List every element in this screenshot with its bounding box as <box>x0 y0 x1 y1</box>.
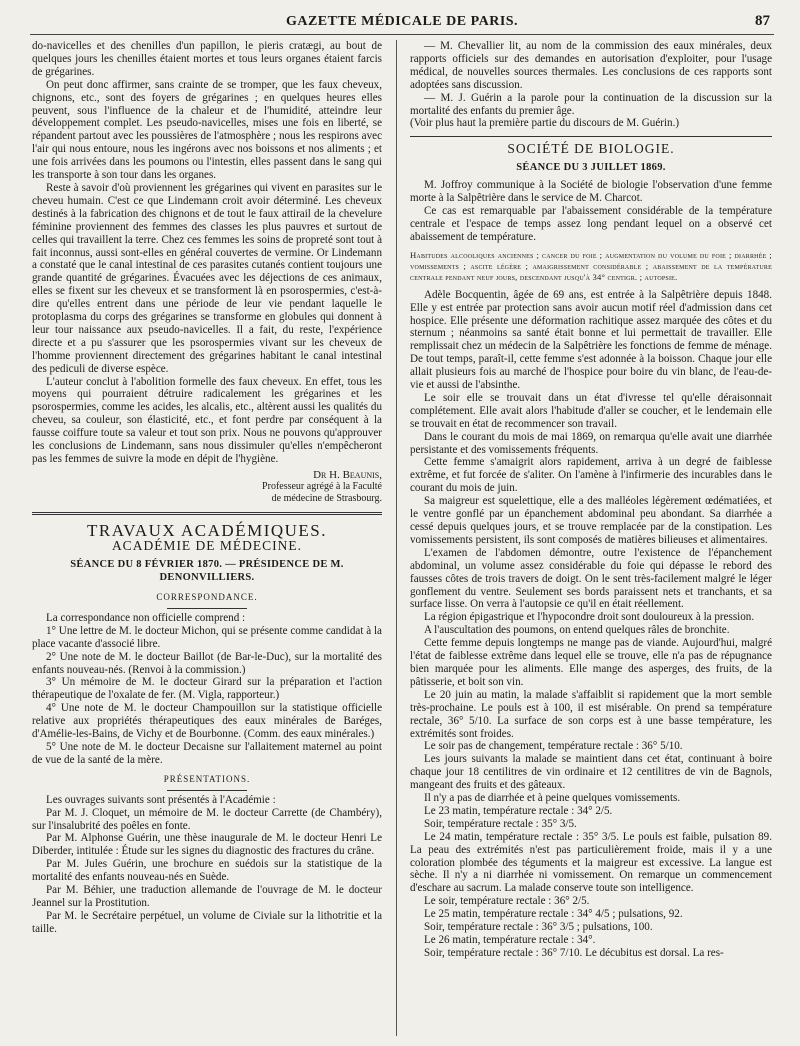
section-divider <box>410 136 772 137</box>
list-item: Par M. Jules Guérin, une brochure en suédois sur la statistique de la mortalité des enfants nouveau-nés en Suède. <box>32 858 382 884</box>
paragraph: Le 24 matin, température rectale : 35° 3/5. Le pouls est faible, pulsation 89. La peau des extrémités n'est pas particulièrement froide, mais il y a une coloration plombée des téguments et la maigreur est excessive. La langue est sèche. Il n'y a ni diarrhée ni vomissement. On remarque un commencement d'eschare au sacrum. La malade conserve toute son intelligence. <box>410 830 772 895</box>
list-item: Par M. J. Cloquet, un mémoire de M. le docteur Carrette (de Chambéry), sur l'insalubrité des poêles en fonte. <box>32 806 382 832</box>
session-heading: SÉANCE DU 8 FÉVRIER 1870. — PRÉSIDENCE DE M. DENONVILLIERS. <box>70 559 344 584</box>
paragraph: A l'auscultation des poumons, on entend quelques râles de bronchite. <box>424 624 730 637</box>
short-rule <box>167 608 247 609</box>
paragraph: Ce cas est remarquable par l'abaissement considérable de la température centrale et l'espace de temps assez long pendant lequel on a observé cet abaissement de température. <box>410 204 772 243</box>
list-item: 4° Une note de M. le docteur Champouillon sur la statistique officielle relative aux propriétés thérapeutiques des eaux minérales de Baréges, d'Amélie-les-Bains, de Vichy et de Bourbonne. (Comm. des eaux minérales.) <box>32 702 382 741</box>
section-title: TRAVAUX ACADÉMIQUES. <box>86 521 327 541</box>
author-title: Professeur agrégé à la Faculté <box>262 481 382 493</box>
paragraph: Dans le courant du mois de mai 1869, on remarqua qu'elle avait une diarrhée persistante et des vomissements fréquents. <box>410 430 772 456</box>
running-title: GAZETTE MÉDICALE DE PARIS. <box>285 14 519 29</box>
paragraph: (Voir plus haut la première partie du discours de M. Guérin.) <box>410 117 680 130</box>
presentations-heading: PRÉSENTATIONS. <box>163 773 251 784</box>
paragraph: Le 25 matin, température rectale : 34° 4/5 ; pulsations, 92. <box>424 908 683 921</box>
paragraph: Sa maigreur est squelettique, elle a des malléoles légèrement œdématiées, et le ventre gonflé par un épanchement abdominal peu abondant. Sa diarrhée a cessé depuis quelques jours, et se trouve remplacée par de la constipation. Les vomissements persistent, ils sont composés de matières bilieuses et alimentaires. <box>410 495 772 546</box>
paragraph: Le 20 juin au matin, la malade s'affaiblit si rapidement que la mort semble très-prochaine. Le pouls est à 100, il est misérable. On prend sa température rectale, 36° 5/10. La surface de son corps est à une basse température, les extrémités sont froides. <box>410 688 772 740</box>
short-rule <box>167 790 247 791</box>
society-session: SÉANCE DU 3 JUILLET 1869. <box>516 162 666 174</box>
section-subtitle: ACADÉMIE DE MÉDECINE. <box>111 538 303 554</box>
paragraph: Soir, température rectale : 36° 3/5 ; pulsations, 100. <box>424 921 653 934</box>
section-divider <box>32 512 382 515</box>
page-number: 87 <box>755 13 770 29</box>
signature <box>32 470 382 505</box>
paragraph: L'auteur conclut à l'abolition formelle des faux cheveux. En effet, tous les moyens qui pourraient détruire radicalement les grégarines et les psorospermies, comme les acides, les alcalis, etc., altèrent aussi les qualités du cheveu, sa couleur, son élasticité, etc., et font perdre par conséquent à la fausse coiffure toute sa valeur et tout son prix. Nous ne pouvons qu'approuver les conclusions de Lindemann, sans nous dissimuler qu'elles n'empêcheront pas les femmes de suivre la mode en dépit de l'hygiène. <box>32 375 382 465</box>
society-title: SOCIÉTÉ DE BIOLOGIE. <box>507 141 675 157</box>
case-summary: Habitudes alcooliques anciennes ; cancer du foie ; augmentation du volume du foie ; diarrhée ; vomissements ; ascite légère ; amaigrissement considérable ; abaissement de la température centrale pendant neuf jours, descendant jusqu'à 34° centigr. ; autopsie. <box>410 249 772 282</box>
right-column <box>410 40 772 960</box>
list-item: Par M. Alphonse Guérin, une thèse inaugurale de M. le docteur Henri Le Diberder, intitulée : Étude sur les signes du diagnostic des fractures du crâne. <box>32 832 382 858</box>
list-item: Par M. Béhier, une traduction allemande de l'ouvrage de M. le docteur Jeannel sur la Prostitution. <box>32 884 382 909</box>
left-column <box>32 40 382 936</box>
paragraph: Cette femme s'amaigrit alors rapidement, arriva à un degré de faiblesse extrême, et fut forcée de s'aliter. On l'amène à l'infirmerie des incurables dans le courant du mois de juin. <box>410 456 772 495</box>
paragraph: Les jours suivants la malade se maintient dans cet état, continuant à boire chaque jour 18 centilitres de vin ordinaire et 12 centilitres de vin de Bagnols, mangeant des fruits et des gâteaux. <box>410 753 772 792</box>
paragraph: M. Joffroy communique à la Société de biologie l'observation d'une femme morte à la Salpêtrière dans le service de M. Charcot. <box>410 179 772 205</box>
paragraph: Les ouvrages suivants sont présentés à l'Académie : <box>46 793 276 806</box>
author-affiliation: de médecine de Strasbourg. <box>271 492 382 504</box>
paragraph: Cette femme depuis longtemps ne mange pas de viande. Aujourd'hui, malgré l'état de faiblesse extrême dans lequel elle se trouve, elle n'a pas de répugnance bien marquée pour les aliments. Elle mange des asperges, des fruits, de la pâtisserie, et boit son vin. <box>410 637 772 688</box>
paragraph: Le 23 matin, température rectale : 34° 2/5. <box>424 804 613 817</box>
paragraph: Il n'y a pas de diarrhée et à peine quelques vomissements. <box>424 792 681 805</box>
page-header <box>30 10 774 35</box>
paragraph: — M. J. Guérin a la parole pour la continuation de la discussion sur la mortalité des enfants du premier âge. <box>410 91 772 117</box>
paragraph: Le soir elle se trouvait dans un état d'ivresse tel qu'elle déraisonnait complétement. Elle avait alors l'habitude d'aller se coucher, et le lendemain elle se trouvait en état de recommencer son travail. <box>410 391 772 430</box>
paragraph: Le soir, température rectale : 36° 2/5. <box>424 895 590 908</box>
paragraph: Le 26 matin, température rectale : 34°. <box>424 934 596 946</box>
paragraph: Soir, température rectale : 35° 3/5. <box>424 817 577 830</box>
list-item: 1° Une lettre de M. le docteur Michon, qui se présente comme candidat à la place vacante d'associé libre. <box>32 624 382 650</box>
author-name: Dr H. Beaunis, <box>313 468 382 481</box>
paragraph: Soir, température rectale : 36° 7/10. Le décubitus est dorsal. La res- <box>424 946 724 959</box>
column-divider <box>396 40 397 1036</box>
paragraph: La correspondance non officielle comprend : <box>46 611 246 624</box>
paragraph: L'examen de l'abdomen démontre, outre l'existence de l'épanchement abdominal, un volume assez considérable du foie qui dépasse le rebord des fausses côtes de trois travers de doigt. On le sent très-facilement malgré le léger gonflement du ventre. Seulement ses bords paraissent nets et tranchants, et sa surface lisse. On verra à l'autopsie ce qu'il en était réellement. <box>410 546 772 611</box>
paragraph: On peut donc affirmer, sans crainte de se tromper, que les faux cheveux, chignons, etc., sont des foyers de grégarines ; en quelques heures elles peuvent, sous l'influence de la chaleur et de l'humidité, atteindre leur développement complet. Les pseudo-navicelles, mises une fois en liberté, se répandent partout avec les poussières de l'atmosphère ; nous les respirons avec l'air qui nous entoure, nous les ingérons avec nos boissons et nos aliments ; et une fois arrivées dans les poumons ou l'intestin, elles passent dans le sang qui les transporte à son tour dans les organes. <box>32 78 382 182</box>
paragraph: Le soir pas de changement, température rectale : 36° 5/10. <box>424 740 683 753</box>
paragraph: — M. Chevallier lit, au nom de la commission des eaux minérales, deux rapports officiels sur des demandes en autorisation d'exploiter, pour l'usage médical, de nouvelles sources thermales. Les conclusions de ces rapports sont adoptées sans discussion. <box>410 40 772 91</box>
paragraph: La région épigastrique et l'hypocondre droit sont douloureux à la pression. <box>424 611 755 624</box>
paragraph: Reste à savoir d'où proviennent les grégarines qui vivent en parasites sur le cheveu humain. C'est ce que Lindemann croit avoir déterminé. Les cheveux destinés à la fabrication des chignons et de tout le faux attirail de la chevelure féminine proviennent des femmes des classes les plus pauvres et surtout de celles qui travaillent la terre. Chez ces femmes les soins de propreté sont tout à fait inconnus, aussi sont-elles en général couvertes de vermine. Or Lindemann a constaté que le canal intestinal de ces parasites cutanés contient toujours une grande quantité de grégarines. Évacuées avec les déjections de ces animaux, elles se fixent sur les cheveux et se transforment là en psorospermies, c'est-à-dire qu'elles entrent dans une période de leur vie pendant laquelle le protoplasma du corps des grégarines se transforme en globules qui donnent à leur tour naissance aux pseudo-navicelles. Il a fait, du reste, l'expérience directe et a pu s'assurer que les psorospermies vivant sur les cheveux de l'homme proviennent directement des grégarines habitant le canal intestinal des pediculi de diverse espèce. <box>32 181 382 375</box>
list-item: 5° Une note de M. le docteur Decaisne sur l'allaitement maternel au point de vue de la santé de la mère. <box>32 741 382 766</box>
paragraph: Adèle Bocquentin, âgée de 69 ans, est entrée à la Salpêtrière depuis 1848. Elle y est entrée par protection sans avoir aucun motif réel d'admission dans cet hospice. Elle présente une déformation rachitique assez marquée des côtes et du sternum ; néanmoins sa santé était bonne et lui permettait de travailler. Elle remplissait chez un médecin de la Salpêtrière les fonctions de femme de ménage. De tout temps, paraît-il, cette femme s'est adonnée à la boisson. Chaque jour elle allait plusieurs fois au marché de l'hospice pour boire du vin blanc, de l'eau-de-vie et aussi de l'absinthe. <box>410 288 772 392</box>
list-item: 2° Une note de M. le docteur Baillot (de Bar-le-Duc), sur la mortalité des enfants nouveau-nés. (Renvoi à la commission.) <box>32 650 382 676</box>
paragraph: do-navicelles et des chenilles d'un papillon, le pieris cratægi, au bout de quelques jours les chenilles étaient mortes et tous leurs organes étaient farcis de grégarines. <box>32 40 382 78</box>
list-item: 3° Un mémoire de M. le docteur Girard sur la préparation et l'action thérapeutique de l'oxalate de fer. (M. Vigla, rapporteur.) <box>32 676 382 702</box>
correspondance-heading: CORRESPONDANCE. <box>156 592 258 603</box>
list-item: Par M. le Secrétaire perpétuel, un volume de Civiale sur la lithotritie et la taille. <box>32 909 382 935</box>
